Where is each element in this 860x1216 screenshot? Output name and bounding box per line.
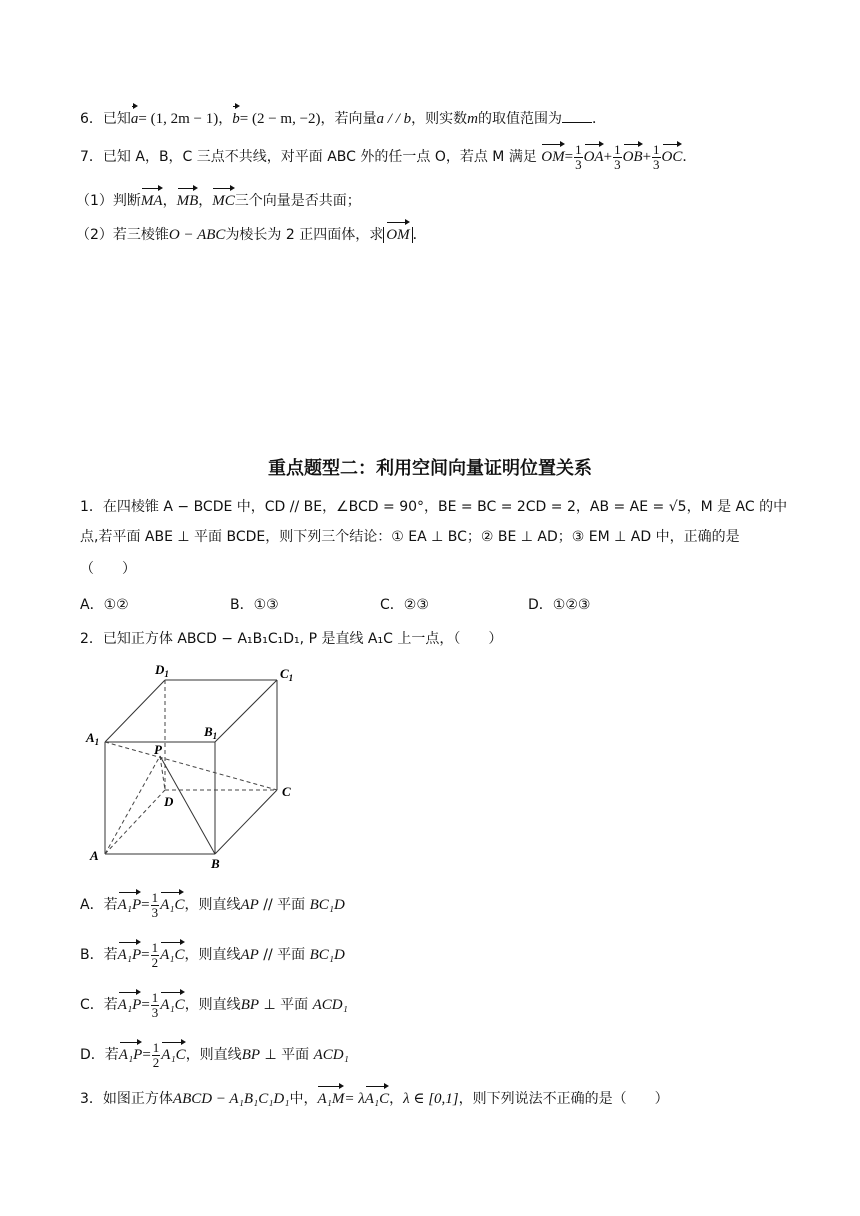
vector-b: b <box>232 104 240 130</box>
problem-2-option-b[interactable]: B．若A₁P= $\frac{1}{2}$ A₁C，则直线AP // 平面 BC₁D <box>80 939 345 970</box>
option-a[interactable]: A．①② <box>80 597 129 613</box>
problem-1-line-3: （ ） <box>80 561 136 577</box>
label-d1: $D_1$ <box>155 662 169 679</box>
section-title: 重点题型二：利用空间向量证明位置关系 <box>268 458 592 479</box>
edge-a1-d1 <box>105 680 165 742</box>
problem-2-option-c[interactable]: C．若A₁P= $\frac{1}{3}$ A₁C，则直线BP ⊥ 平面 ACD₁ <box>80 989 348 1020</box>
problem-1-line-2: 点,若平面 ABE ⊥ 平面 BCDE，则下列三个结论：① EA ⊥ BC；② BE ⊥ AD；③ EM ⊥ AD 中，正确的是 <box>80 529 740 545</box>
option-d[interactable]: D．①②③ <box>528 597 591 613</box>
vector-a: a <box>131 104 139 130</box>
label-p: P <box>154 742 162 757</box>
problem-2-option-d[interactable]: D．若A₁P= $\frac{1}{2}$ A₁C，则直线BP ⊥ 平面 ACD₁ <box>80 1039 349 1070</box>
diag-a1-c <box>105 742 277 790</box>
problem-2-option-a[interactable]: A．若A₁P= $\frac{1}{3}$ A₁C，则直线AP // 平面 BC₁D <box>80 889 345 920</box>
edge-b1-c1 <box>215 680 277 742</box>
question-7: 7．已知 A，B，C 三点不共线，对平面 ABC 外的任一点 O，若点 M 满足 OM= $\frac{1}{3}$ OA+ $\frac{1}{3}$ OB+ $\frac{1}{3}$ OC． <box>80 141 697 172</box>
question-7-part-1: （1）判断MA，MB，MC三个向量是否共面； <box>76 186 361 212</box>
edge-a-d <box>105 790 165 854</box>
label-c: C <box>282 784 291 799</box>
line-a-p <box>105 756 160 854</box>
question-7-part-2: （2）若三棱锥O − ABC为棱长为 2 正四面体，求 OM ． <box>76 220 427 246</box>
question-6: 6．已知a= (1, 2m − 1)，b= (2 − m, −2)，若向量a / / b，则实数m的取值范围为 ． <box>80 104 606 130</box>
problem-3-stem: 3．如图正方体ABCD − A₁B₁C₁D₁中，A₁M= λA₁C，λ ∈ [0,1]，则下列说法不正确的是（ ） <box>80 1084 669 1110</box>
label-b: B <box>211 856 220 871</box>
problem-1-line-1: 1．在四棱锥 A − BCDE 中，CD // BE，∠BCD = 90°，BE = BC = 2CD = 2，AB = AE = √5，M 是 AC 的中 <box>80 499 788 515</box>
answer-blank[interactable] <box>562 110 592 123</box>
cube-figure <box>80 656 320 876</box>
problem-2-stem: 2．已知正方体 ABCD − A₁B₁C₁D₁, P 是直线 A₁C 上一点，（ ） <box>80 631 503 647</box>
label-d: D <box>164 794 174 809</box>
label-c1: $C_1$ <box>280 666 294 683</box>
label-b1: $B_1$ <box>204 724 218 741</box>
edge-b-c <box>215 790 277 854</box>
option-b[interactable]: B．①③ <box>230 597 279 613</box>
option-c[interactable]: C．②③ <box>380 597 429 613</box>
label-a1: $A_1$ <box>86 730 100 747</box>
label-a: A <box>90 848 99 863</box>
